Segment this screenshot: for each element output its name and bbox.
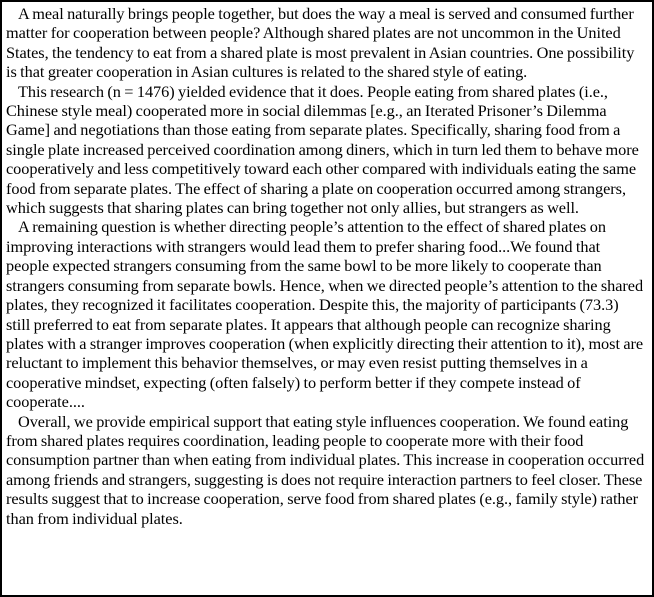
paragraph-1: A meal naturally brings people together, but does the way a meal is served and consumed further matter for cooperation between people? Although shared plates are not uncommon in the United States, the tendency to eat from a shared plate is most prevalent in Asian countries. One possibility is that greater cooperation in Asian cultures is related to the shared style of eating.: [6, 4, 635, 82]
paragraph-4: Overall, we provide empirical support that eating style influences cooperation. We found eating from shared plates requires coordination, leading people to cooperate more with their food consumption partner than when eating from individual plates. This increase in cooperation occurred among friends and strangers, suggesting is does not require interaction partners to feel closer. These results suggest that to increase cooperation, serve food from shared plates (e.g., family style) rather than from individual plates.: [6, 411, 645, 528]
paragraph-2: This research (n = 1476) yielded evidence that it does. People eating from shared plates (i.e., Chinese style meal) cooperated more in social dilemmas [e.g., an Iterated Prisoner’s Dilemma Game] and negotiations than those eating from separate plates. Specifically, sharing food from a single plate increased perceived coordination among diners, which in turn led them to behave more cooperatively and less competitively toward each other compared with individuals eating the same food from separate plates. The effect of sharing a plate on cooperation occurred among strangers, which suggests that sharing plates can bring together not only allies, but strangers as well.: [6, 81, 639, 218]
paragraph-3: A remaining question is whether directing people’s attention to the effect of shared plates on improving interactions with strangers would lead them to prefer sharing food...We found that people expected strangers consuming from the same bowl to be more likely to cooperate than strangers consuming from separate bowls. Hence, when we directed people’s attention to the shared plates, they recognized it facilitates cooperation. Despite this, the majority of participants (73.3) still preferred to eat from separate plates. It appears that although people can recognize sharing plates with a stranger improves cooperation (when explicitly directing their attention to it), most are reluctant to implement this behavior themselves, or may even resist putting themselves in a cooperative mindset, expecting (often falsely) to perform better if they compete instead of cooperate....: [6, 217, 644, 412]
document-body: [6, 4, 646, 528]
